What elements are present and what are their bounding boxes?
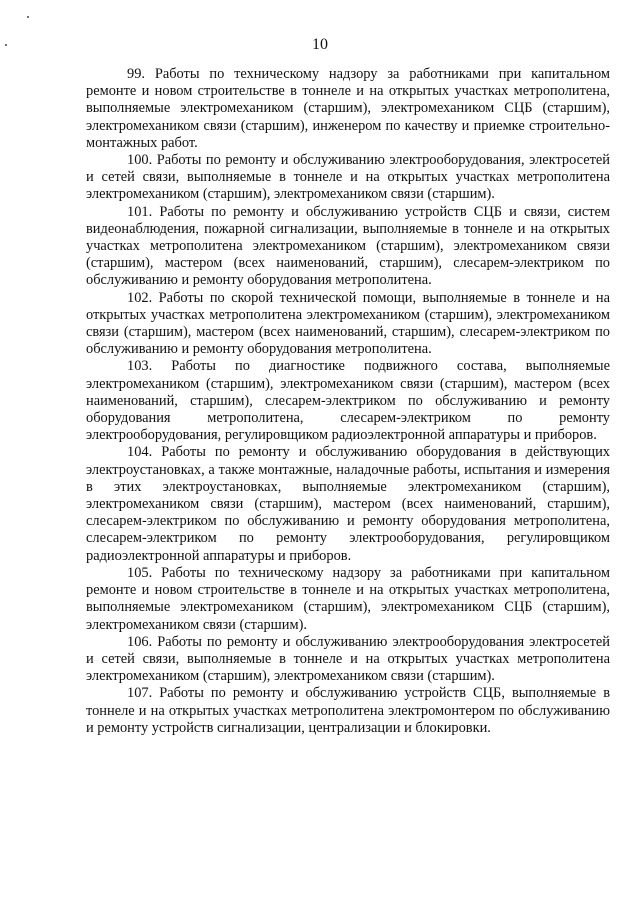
paragraph-107: 107. Работы по ремонту и обслуживанию устройств СЦБ, выполняемые в тоннеле и на открытых участках метрополитена электромонтером по обслуживанию и ремонту устройств сигнализации, централизации и блокировки. bbox=[86, 685, 610, 736]
paragraph-106: 106. Работы по ремонту и обслуживанию электрооборудования электросетей и сетей связи, выполняемые в тоннеле и на открытых участках метрополитена электромехаником (старшим), электромехаником связи (старшим). bbox=[86, 633, 610, 685]
document-body bbox=[86, 66, 610, 737]
paragraph-105: 105. Работы по техническому надзору за работниками при капитальном ремонте и новом строительстве в тоннеле и на открытых участках метрополитена, выполняемые электромехаником (старшим), электромехаником СЦБ (старшим), электромехаником связи (старшим). bbox=[86, 564, 610, 633]
page-number: 10 bbox=[312, 36, 328, 53]
paragraph-102: 102. Работы по скорой технической помощи, выполняемые в тоннеле и на открытых участках метрополитена электромехаником (старшим), электромехаником связи (старшим), мастером (всех наименований, старшим), слесарем-электриком по обслуживанию и ремонту оборудования метрополитена. bbox=[86, 289, 610, 358]
paragraph-101: 101. Работы по ремонту и обслуживанию устройств СЦБ и связи, систем видеонаблюдения, пожарной сигнализации, выполняемые в тоннеле и на открытых участках метрополитена электромехаником (старшим), электромехаником связи (старшим), мастером (всех наименований, старшим), слесарем-электриком по обслуживанию и ремонту оборудования метрополитена. bbox=[86, 203, 610, 289]
paragraph-104: 104. Работы по ремонту и обслуживанию оборудования в действующих электроустановках, а также монтажные, наладочные работы, испытания и измерения в этих электроустановках, выполняемые электромехаником (старшим), электромехаником связи (старшим), мастером (всех наименований, старшим), слесарем-электриком по обслуживанию и ремонту оборудования метрополитена, слесарем-электриком по ремонту электрооборудования, регулировщиком радиоэлектронной аппаратуры и приборов. bbox=[86, 444, 610, 564]
scan-speck bbox=[27, 16, 29, 18]
paragraph-99: 99. Работы по техническому надзору за работниками при капитальном ремонте и новом строительстве в тоннеле и на открытых участках метрополитена, выполняемые электромехаником (старшим), электромехаником СЦБ (старшим), электромехаником связи (старшим), инженером по качеству и приемке строительно-монтажных работ. bbox=[86, 66, 610, 151]
paragraph-103: 103. Работы по диагностике подвижного состава, выполняемые электромехаником (старшим), электромехаником связи (старшим), мастером (всех наименований, старшим), слесарем-электриком по обслуживанию и ремонту оборудования метрополитена, слесарем-электриком по ремонту электрооборудования, регулировщиком радиоэлектронной аппаратуры и приборов. bbox=[86, 358, 610, 444]
paragraph-100: 100. Работы по ремонту и обслуживанию электрооборудования, электросетей и сетей связи, выполняемые в тоннеле и на открытых участках метрополитена электромехаником (старшим), электромехаником связи (старшим). bbox=[86, 152, 610, 203]
